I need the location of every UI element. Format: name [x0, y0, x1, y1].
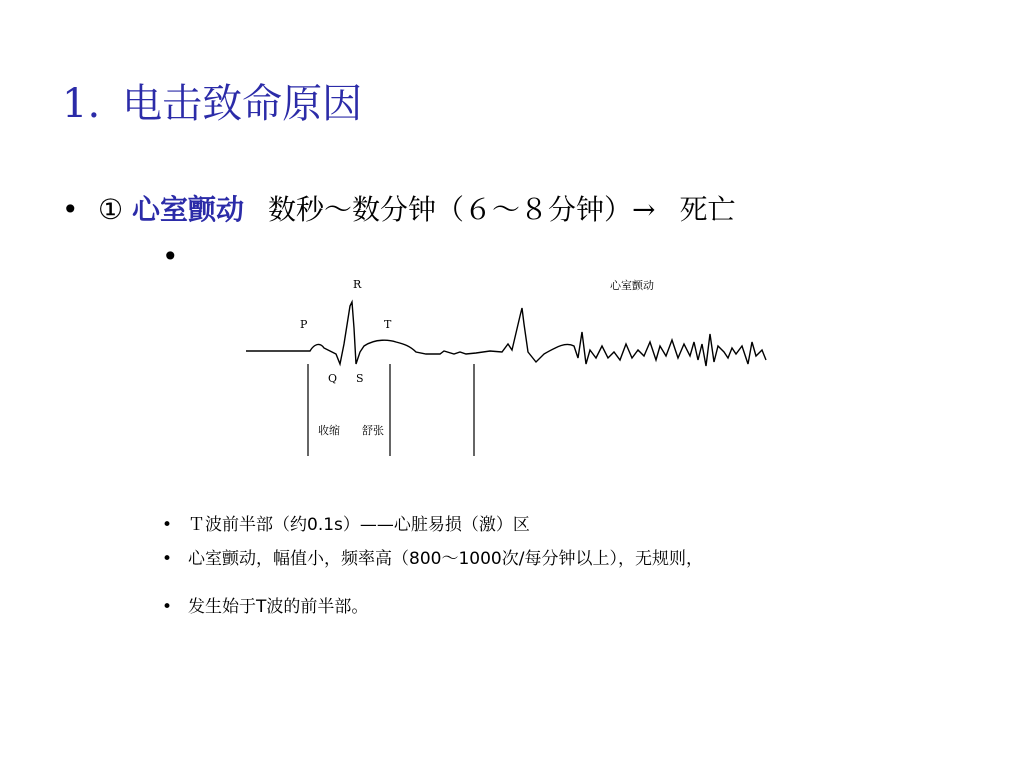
title-number: 1.: [62, 81, 101, 127]
note-bullet: •: [162, 597, 173, 617]
empty-sub-bullet: •: [162, 240, 179, 273]
slide-title: [62, 72, 362, 129]
label-p: P: [300, 318, 308, 331]
label-q: Q: [328, 372, 338, 385]
ecg-waveform: [246, 302, 766, 366]
label-diastole: 舒张: [362, 424, 384, 437]
label-vf: 心室颤动: [610, 279, 654, 292]
bullet-marker: •: [62, 193, 79, 226]
note-text: Ｔ波前半部（约0.1s）——心脏易损（激）区: [188, 515, 530, 535]
note-text: 发生始于T波的前半部。: [188, 597, 369, 617]
circled-number: ①: [98, 193, 124, 226]
note-item: [162, 544, 703, 569]
duration-text: 数秒～数分钟（６～８分钟）→: [268, 193, 656, 226]
label-s: S: [356, 372, 364, 385]
title-text: 电击致命原因: [122, 81, 363, 127]
label-r: R: [353, 278, 362, 291]
main-bullet: [62, 188, 736, 228]
note-text: 心室颤动，幅值小，频率高（800～1000次/每分钟以上），无规则，: [188, 549, 703, 569]
label-t: T: [384, 318, 392, 331]
note-item: [162, 510, 530, 535]
highlight-term: 心室颤动: [132, 193, 245, 226]
note-item: [162, 592, 368, 617]
note-bullet: •: [162, 515, 173, 535]
result-text: 死亡: [679, 193, 736, 226]
ecg-diagram: [240, 272, 780, 462]
label-systole: 收缩: [318, 424, 340, 437]
note-bullet: •: [162, 549, 173, 569]
